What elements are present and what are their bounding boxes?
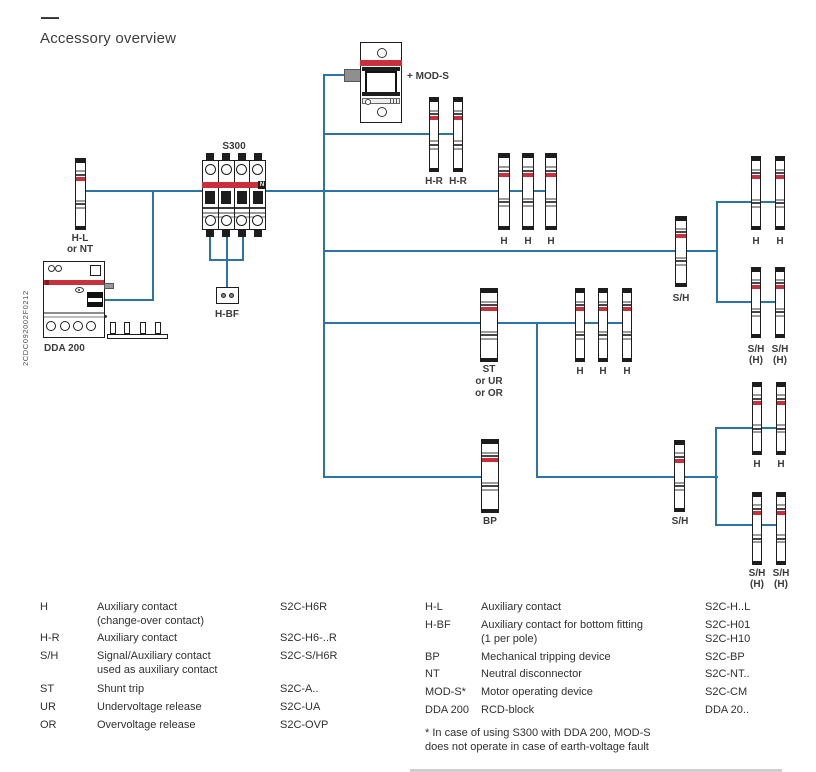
legend-text: (change-over contact)	[97, 614, 204, 627]
legend-text: H-R	[40, 632, 60, 644]
device-dda-200	[43, 261, 105, 338]
legend-term	[425, 619, 451, 633]
legend-text: Mechanical tripping device	[481, 651, 611, 663]
busbar-pin	[124, 322, 130, 334]
device-h-bf	[216, 287, 239, 304]
device-label: (H)	[774, 579, 788, 590]
device-s-h-h	[752, 492, 762, 565]
connector-line	[209, 259, 244, 261]
legend-term	[425, 704, 469, 718]
legend-text: Auxiliary contact	[97, 632, 178, 644]
connector-line	[152, 190, 154, 301]
legend-text: Auxiliary contact for bottom fitting	[481, 619, 644, 631]
terminal	[206, 153, 214, 160]
legend-term	[40, 650, 58, 664]
legend-text: OR	[40, 719, 57, 731]
legend-part	[705, 686, 747, 700]
legend-part	[705, 619, 750, 646]
photo-code: 2CDC092002F0212	[21, 290, 30, 366]
legend-text: (1 per pole)	[481, 632, 538, 645]
legend-text: S2C-H6-..R	[280, 632, 337, 644]
legend-text: H-BF	[425, 619, 451, 631]
legend-text: S2C-A..	[280, 683, 319, 695]
device-label: or OR	[475, 388, 503, 399]
legend-text: S2C-OVP	[280, 719, 329, 731]
legend-text: S2C-H01	[705, 619, 751, 631]
connector-line	[536, 476, 718, 478]
legend-text: S2C-H..L	[705, 601, 751, 613]
connector-line	[85, 190, 556, 192]
device-h	[522, 153, 534, 230]
device-label: H-R	[425, 176, 443, 187]
legend-term	[425, 601, 443, 615]
terminal	[254, 153, 262, 160]
legend-text: BP	[425, 651, 440, 663]
legend-desc	[97, 650, 217, 677]
legend-part	[705, 651, 745, 665]
legend-desc	[97, 601, 204, 628]
legend-term	[425, 651, 440, 665]
device-s-h-h	[751, 267, 761, 338]
legend-part	[280, 719, 328, 733]
legend-text: S2C-S/H6R	[280, 650, 338, 662]
legend-desc	[481, 601, 561, 615]
terminal	[222, 230, 230, 237]
device-label: H	[599, 366, 607, 377]
device-label: H	[524, 236, 532, 247]
dda-indicator	[75, 287, 84, 293]
device-mod-s	[344, 42, 406, 123]
device-h	[751, 156, 761, 230]
legend-text: H	[40, 601, 48, 613]
legend-term	[40, 601, 48, 615]
legend-text: Undervoltage release	[97, 701, 202, 713]
busbar-base	[107, 334, 168, 339]
legend-part	[280, 632, 337, 646]
device-h	[598, 288, 608, 362]
legend-text: Signal/Auxiliary contact	[97, 650, 211, 662]
legend-text: S2C-NT..	[705, 668, 750, 680]
connector-line	[323, 476, 483, 478]
device-label: H-R	[449, 176, 467, 187]
device-label: H	[753, 459, 761, 470]
device-h	[776, 382, 786, 455]
device-label: S/H	[747, 344, 765, 355]
device-label: or NT	[66, 244, 94, 255]
legend-text: S2C-UA	[280, 701, 321, 713]
busbar-pin	[155, 322, 161, 334]
legend-footnote	[425, 727, 651, 754]
device-label: (H)	[749, 355, 763, 366]
legend-desc	[481, 704, 534, 718]
legend-desc	[481, 651, 611, 665]
device-label: or UR	[475, 376, 503, 387]
connector-line	[716, 201, 784, 203]
device-label: S/H	[771, 344, 789, 355]
connector-line	[715, 427, 717, 526]
legend-text: UR	[40, 701, 56, 713]
device-h	[498, 153, 510, 230]
device-s-h	[674, 440, 685, 512]
legend-text: S2C-BP	[705, 651, 745, 663]
device-s300	[202, 153, 266, 237]
device-h	[622, 288, 632, 362]
device-st-ur-or	[480, 288, 498, 362]
legend-text: RCD-block	[481, 704, 535, 716]
connector-line	[323, 133, 463, 135]
page-title: Accessory overview	[40, 30, 177, 47]
device-label: H	[576, 366, 584, 377]
legend-term	[40, 719, 57, 733]
device-label: H	[752, 236, 760, 247]
device-h-r	[453, 97, 463, 172]
legend-text: Shunt trip	[97, 683, 145, 695]
legend-desc	[481, 686, 593, 700]
legend-term	[425, 668, 440, 682]
legend-text: MOD-S*	[425, 686, 466, 698]
legend-text: S2C-H10	[705, 632, 751, 645]
s300-pole-neutral	[250, 161, 265, 229]
legend-text: ST	[40, 683, 55, 695]
device-label: S/H	[772, 568, 790, 579]
device-h	[545, 153, 557, 230]
connector-line	[536, 322, 538, 478]
device-h	[752, 382, 762, 455]
device-bp	[481, 439, 499, 513]
busbar-pin	[140, 322, 146, 334]
connector-line	[323, 74, 345, 76]
title-dash: —	[41, 7, 59, 27]
device-s-h-h	[776, 492, 786, 565]
mod-s-body	[360, 42, 402, 123]
legend-text: DDA 200	[425, 704, 470, 716]
connector-line	[715, 524, 785, 526]
connector-line	[716, 301, 784, 303]
device-label: S/H	[672, 293, 690, 304]
legend-part	[705, 668, 750, 682]
s300-pole	[219, 161, 235, 229]
connector-line	[715, 427, 785, 429]
device-label: (H)	[750, 579, 764, 590]
legend-term	[425, 686, 466, 700]
device-label: S/H	[671, 516, 689, 527]
legend-part	[280, 683, 319, 697]
terminal	[238, 153, 246, 160]
legend-text: Motor operating device	[481, 686, 593, 698]
connector-line	[323, 250, 718, 252]
connector-line	[104, 299, 154, 301]
legend-part	[280, 601, 327, 615]
device-label: ST	[482, 364, 496, 375]
device-h	[575, 288, 585, 362]
device-label: S300	[222, 141, 246, 152]
terminal	[254, 230, 262, 237]
s300-pole	[235, 161, 251, 229]
legend-part	[705, 601, 750, 615]
terminal	[222, 153, 230, 160]
legend-term	[40, 632, 60, 646]
legend-desc	[97, 719, 195, 733]
connector-line	[716, 201, 718, 303]
device-label: H-L	[71, 233, 89, 244]
device-h	[775, 156, 785, 230]
legend-desc	[481, 668, 582, 682]
legend-desc	[97, 632, 177, 646]
dda-window	[90, 265, 101, 276]
legend-desc	[97, 683, 144, 697]
legend-part	[705, 704, 749, 718]
device-h-r	[429, 97, 439, 172]
legend-part	[280, 650, 337, 664]
legend-text: used as auxiliary contact	[97, 663, 218, 676]
device-label: H	[623, 366, 631, 377]
legend-text: does not operate in case of earth-voltage fault	[425, 740, 649, 753]
device-label: BP	[483, 516, 497, 527]
device-s-h	[675, 216, 687, 287]
legend-text: DDA 20..	[705, 704, 750, 716]
legend-text: * In case of using S300 with DDA 200, MOD-S	[425, 727, 651, 739]
device-label: H	[777, 459, 785, 470]
legend-term	[40, 683, 54, 697]
legend-text: NT	[425, 668, 440, 680]
legend-text: Auxiliary contact	[97, 601, 178, 613]
legend-text: H-L	[425, 601, 443, 613]
dda-test-button	[87, 292, 103, 307]
device-label: S/H	[748, 568, 766, 579]
device-s-h-h	[775, 267, 785, 338]
terminal	[238, 230, 246, 237]
device-label: H	[547, 236, 555, 247]
legend-desc	[97, 701, 202, 715]
legend-text: Neutral disconnector	[481, 668, 582, 680]
device-label: H	[500, 236, 508, 247]
s300-pole	[203, 161, 219, 229]
device-label: H	[776, 236, 784, 247]
legend-text: Overvoltage release	[97, 719, 196, 731]
device-label: H-BF	[215, 309, 239, 320]
legend-text: S/H	[40, 650, 59, 662]
legend-term	[40, 701, 56, 715]
legend-text: Auxiliary contact	[481, 601, 562, 613]
device-label: (H)	[773, 355, 787, 366]
neutral-marker: N	[259, 182, 265, 188]
legend-part	[280, 701, 320, 715]
busbar-pin	[110, 322, 116, 334]
s300-body	[202, 160, 266, 230]
device-label: DDA 200	[44, 343, 85, 354]
legend-desc	[481, 619, 643, 646]
legend-text: S2C-CM	[705, 686, 748, 698]
device-label: + MOD-S	[407, 71, 449, 82]
legend-text: S2C-H6R	[280, 601, 328, 613]
terminal	[206, 230, 214, 237]
device-h-l	[75, 158, 86, 230]
